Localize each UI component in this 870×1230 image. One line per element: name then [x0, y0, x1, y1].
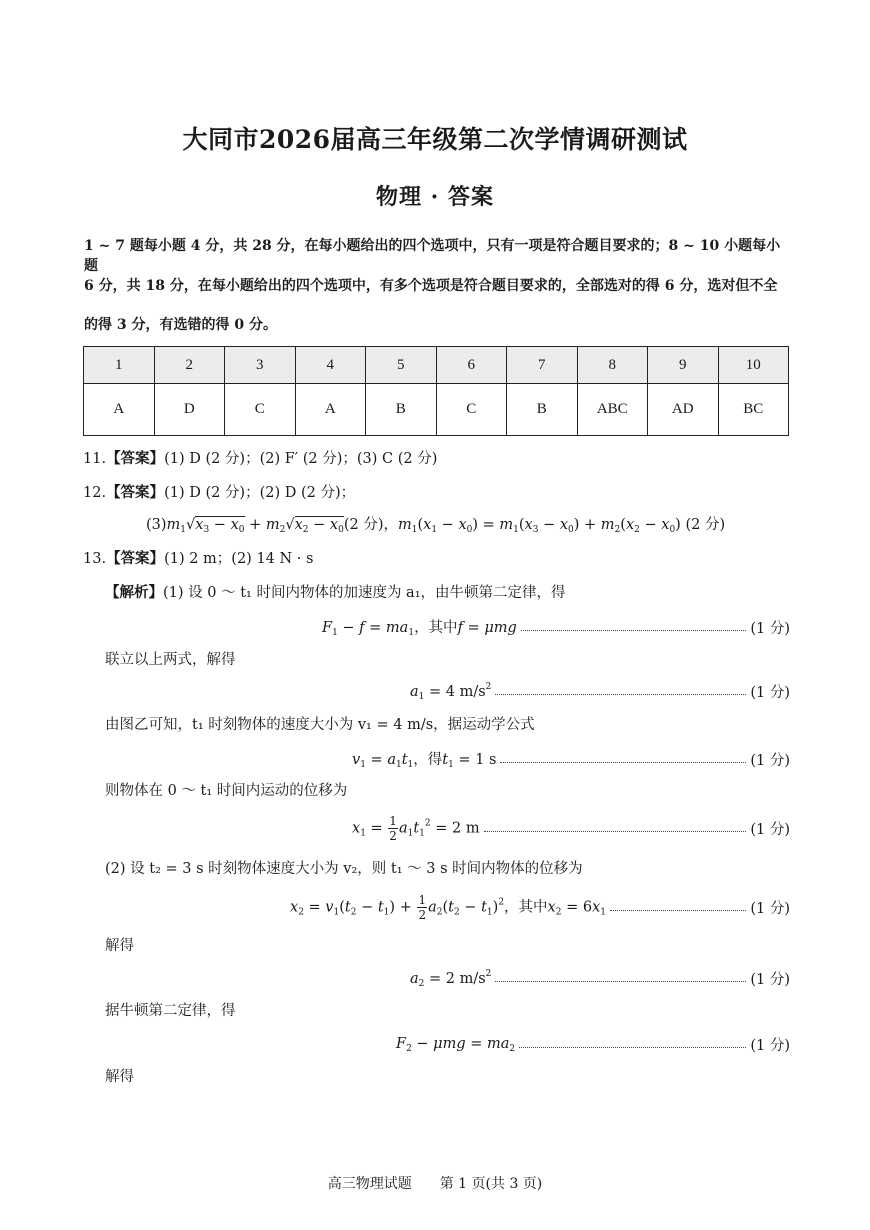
q12-part3-points-2: (2 分) — [685, 517, 726, 533]
sqrt-symbol: √ — [285, 517, 295, 533]
answer-cell: B — [507, 384, 578, 436]
equation-row-6: $a_2 = 2$ $m/s^2$ (1 分) — [410, 968, 790, 989]
analysis-step: 则物体在 0 ～ t₁ 时间内运动的位移为 — [105, 783, 348, 799]
question-number-cell: 3 — [225, 347, 296, 384]
answer-table-header-row — [84, 347, 789, 384]
analysis-tag: 【解析】 — [105, 584, 163, 601]
answer-cell: C — [436, 384, 507, 436]
equation-row-1: $F_1 - f = ma_1$，其中f = μmg (1 分) — [300, 616, 790, 638]
leader-dots — [495, 981, 746, 982]
points-label: (1 分) — [750, 822, 790, 838]
points-label: (1 分) — [750, 972, 790, 988]
q11-text: (1) D (2 分)；(2) F′ (2 分)；(3) C (2 分) — [164, 451, 438, 467]
equation-row-5: $x_2 = v_1(t_2 - t_1)$ + $\frac{1}{2}$ $a_2(t_2 - t_1)^2$，其中$x_2 = 6x_1$ (1 分) — [290, 893, 790, 922]
q12-part3-points-1: (2 分)， — [343, 517, 398, 533]
instructions-line-1: 1 ~ 7 题每小题 4 分，共 28 分，在每小题给出的四个选项中，只有一项是符合题目要求的；8 ~ 10 小题每小题 — [84, 238, 781, 274]
page-subtitle: 物理 · 答案 — [376, 184, 494, 210]
analysis-step: 解得 — [105, 1069, 134, 1085]
analysis-step: 据牛顿第二定律，得 — [105, 1003, 236, 1019]
answer-cell: AD — [648, 384, 719, 436]
q13-tag: 【答案】 — [106, 550, 165, 567]
question-number-cell: 4 — [295, 347, 366, 384]
answer-cell: D — [154, 384, 225, 436]
question-number-cell: 8 — [577, 347, 648, 384]
points-label: (1 分) — [750, 685, 790, 701]
q11-number: 11. — [83, 451, 107, 467]
points-label: (1 分) — [750, 1038, 790, 1054]
leader-dots — [495, 694, 746, 695]
q13-number: 13. — [83, 551, 107, 567]
question-number-cell: 9 — [648, 347, 719, 384]
page-title: 大同市2026届高三年级第二次学情调研测试 — [182, 125, 688, 154]
analysis-step: (2) 设 t₂ = 3 s 时刻物体速度大小为 v₂，则 t₁ ～ 3 s 时间内物体的位移为 — [105, 861, 583, 877]
leader-dots — [484, 831, 747, 832]
leader-dots — [500, 762, 746, 763]
q12-part3-equation: $(3)m_1√x_3 - x_0 + m_2√x_2 - x_0(2$ 分)，$m_1(x_1 - x_0) = m_1(x_3 - x_0) + m_2(x_2 - x_0)$ (2 分) — [146, 517, 726, 535]
leader-dots — [610, 910, 746, 911]
q12-number: 12. — [83, 485, 107, 501]
equation-connector: ，其中 — [414, 620, 458, 636]
fraction: $\frac{1}{2}$ — [418, 893, 427, 922]
answer-table-answer-row — [84, 384, 789, 436]
answer-cell: B — [366, 384, 437, 436]
question-number-cell: 5 — [366, 347, 437, 384]
answer-cell: A — [295, 384, 366, 436]
equation-row-7: $F_2 - \mu mg = ma_2$ (1 分) — [396, 1035, 790, 1054]
analysis-step: 由图乙可知，t₁ 时刻物体的速度大小为 v₁ = 4 m/s，据运动学公式 — [105, 717, 535, 733]
analysis-step: 解得 — [105, 938, 134, 954]
equation-row-3: $v_1 = a_1t_1$，得$t_1 = 1$ s (1 分) — [300, 748, 790, 770]
equation-connector: ，得 — [413, 752, 443, 768]
leader-dots — [521, 630, 747, 631]
q11-tag: 【答案】 — [106, 450, 165, 467]
q12-text: (1) D (2 分)；(2) D (2 分)； — [164, 485, 356, 501]
points-label: (1 分) — [750, 752, 790, 769]
q12-part3-label: (3) — [146, 517, 167, 533]
question-number-cell: 2 — [154, 347, 225, 384]
analysis-step: 联立以上两式，解得 — [105, 652, 236, 668]
question-number-cell: 6 — [436, 347, 507, 384]
equation-row-2: $a_1 = 4$ $m/s^2$ (1 分) — [410, 681, 790, 702]
q13-answer — [83, 549, 313, 569]
answer-cell: BC — [718, 384, 789, 436]
analysis-intro-text: (1) 设 0 ～ t₁ 时间内物体的加速度为 a₁，由牛顿第二定律，得 — [163, 585, 566, 601]
question-number-cell: 1 — [84, 347, 155, 384]
q12-answer — [83, 483, 355, 503]
q11-answer — [83, 449, 437, 469]
sqrt-symbol: √ — [186, 517, 196, 533]
equation-row-4: $x_1$ = $\frac{1}{2}$ $a_1t_1^2 = 2$ m (1 分) — [352, 814, 790, 843]
answer-cell: C — [225, 384, 296, 436]
leader-dots — [519, 1047, 746, 1048]
answer-cell: ABC — [577, 384, 648, 436]
question-number-cell: 7 — [507, 347, 578, 384]
q13-analysis-intro — [105, 583, 566, 603]
equation-connector: ，其中 — [504, 899, 548, 916]
instructions-line-2: 6 分，共 18 分，在每小题给出的四个选项中，有多个选项是符合题目要求的，全部选对的得 6 分，选对但不全 — [84, 278, 778, 294]
fraction: $\frac{1}{2}$ — [389, 814, 397, 843]
instructions-line-3: 的得 3 分，有选错的得 0 分。 — [84, 317, 277, 333]
page-footer: 高三物理试题 第 1 页(共 3 页) — [327, 1176, 543, 1192]
answer-table — [83, 346, 789, 436]
answer-cell: A — [84, 384, 155, 436]
points-label: (1 分) — [750, 620, 790, 637]
question-number-cell: 10 — [718, 347, 789, 384]
q12-tag: 【答案】 — [106, 484, 165, 501]
points-label: (1 分) — [750, 901, 790, 917]
q13-text: (1) 2 m；(2) 14 N · s — [164, 551, 314, 567]
